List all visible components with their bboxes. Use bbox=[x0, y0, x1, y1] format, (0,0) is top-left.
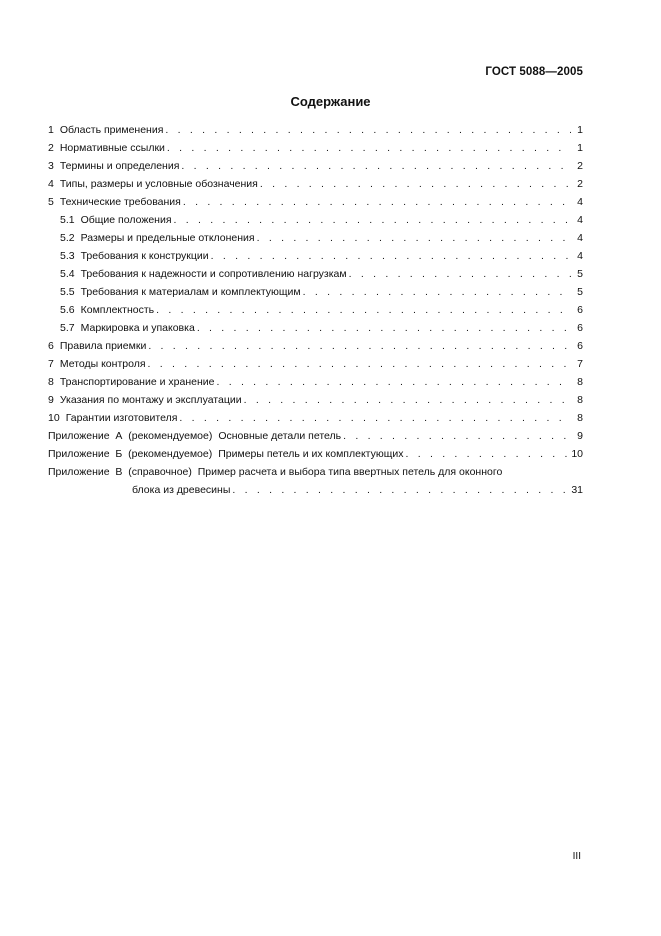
dot-leader bbox=[156, 301, 571, 319]
toc-entry-number: 2 bbox=[48, 142, 54, 154]
toc-entry-page: 2 bbox=[577, 178, 583, 190]
toc-entry-number: 6 bbox=[48, 340, 54, 352]
toc-entry[interactable] bbox=[48, 157, 583, 175]
toc-entry[interactable] bbox=[48, 427, 583, 445]
toc-entry-number: 7 bbox=[48, 358, 54, 370]
dot-leader bbox=[148, 355, 571, 373]
dot-leader bbox=[216, 373, 571, 391]
toc-entry-label: Требования к материалам и комплектующим bbox=[80, 286, 301, 298]
toc-entry-page: 9 bbox=[577, 430, 583, 442]
dot-leader bbox=[197, 319, 571, 337]
toc-entry[interactable] bbox=[48, 391, 583, 409]
toc-entry-label: Комплектность bbox=[80, 304, 155, 316]
page-number: III bbox=[572, 851, 581, 862]
dot-leader bbox=[165, 121, 571, 139]
toc-entry-number: 9 bbox=[48, 394, 54, 406]
toc-entry[interactable] bbox=[48, 337, 583, 355]
dot-leader bbox=[257, 229, 571, 247]
toc-entry-label: Нормативные ссылки bbox=[59, 142, 165, 154]
toc-entry-page: 8 bbox=[577, 376, 583, 388]
toc-entry[interactable] bbox=[48, 319, 583, 337]
toc-entry[interactable] bbox=[48, 247, 583, 265]
toc-entry[interactable] bbox=[48, 175, 583, 193]
toc-entry-page: 4 bbox=[577, 250, 583, 262]
toc-entry-label: Общие положения bbox=[80, 214, 172, 226]
dot-leader bbox=[167, 139, 571, 157]
toc-entry-number: 5 bbox=[48, 196, 54, 208]
toc-entry-page: 31 bbox=[571, 484, 583, 496]
toc-entry-page: 1 bbox=[577, 124, 583, 136]
toc-entry-label: Основные детали петель bbox=[218, 430, 342, 442]
toc-entry-page: 7 bbox=[577, 358, 583, 370]
dot-leader bbox=[179, 409, 571, 427]
toc-entry-page: 8 bbox=[577, 394, 583, 406]
toc-entry-page: 4 bbox=[577, 214, 583, 226]
toc-entry-page: 4 bbox=[577, 232, 583, 244]
toc-entry-page: 10 bbox=[571, 448, 583, 460]
toc-entry-appendix-v-continued[interactable] bbox=[48, 481, 583, 499]
toc-entry-page: 4 bbox=[577, 196, 583, 208]
toc-entry-label: Правила приемки bbox=[59, 340, 147, 352]
toc-entry-appendix-v[interactable] bbox=[48, 463, 583, 481]
toc-entry-number: Приложение А (рекомендуемое) bbox=[48, 430, 213, 442]
toc-entry[interactable] bbox=[48, 139, 583, 157]
toc-entry-number: 5.5 bbox=[60, 286, 75, 298]
toc-entry-number: 10 bbox=[48, 412, 60, 424]
toc-entry-number: 5.3 bbox=[60, 250, 75, 262]
dot-leader bbox=[303, 283, 571, 301]
toc-entry-label: Методы контроля bbox=[59, 358, 146, 370]
dot-leader bbox=[343, 427, 571, 445]
toc-entry-label: Типы, размеры и условные обозначения bbox=[59, 178, 258, 190]
toc-entry-label: Термины и определения bbox=[59, 160, 180, 172]
dot-leader bbox=[211, 247, 571, 265]
toc-entry-number: 5.6 bbox=[60, 304, 75, 316]
toc-entry-label: Область применения bbox=[59, 124, 164, 136]
toc-entry[interactable] bbox=[48, 193, 583, 211]
dot-leader bbox=[405, 445, 569, 463]
dot-leader bbox=[244, 391, 571, 409]
toc-entry-number: 5.7 bbox=[60, 322, 75, 334]
toc-entry-label: Гарантии изготовителя bbox=[65, 412, 178, 424]
toc-entry[interactable] bbox=[48, 409, 583, 427]
toc-entry[interactable] bbox=[48, 229, 583, 247]
toc-entry-label: Примеры петель и их комплектующих bbox=[218, 448, 404, 460]
toc-entry-label: Приложение В (справочное) Пример расчета и выбора типа ввертных петель для оконного bbox=[48, 466, 503, 478]
toc-entry-number: 5.2 bbox=[60, 232, 75, 244]
toc-entry-label: Размеры и предельные отклонения bbox=[80, 232, 255, 244]
dot-leader bbox=[183, 193, 571, 211]
toc-entry[interactable] bbox=[48, 283, 583, 301]
toc-entry-label: блока из древесины bbox=[132, 484, 231, 496]
toc-entry-label: Требования к конструкции bbox=[80, 250, 209, 262]
toc-entry-page: 8 bbox=[577, 412, 583, 424]
toc-entry-label: Указания по монтажу и эксплуатации bbox=[59, 394, 242, 406]
toc-entry-page: 5 bbox=[577, 268, 583, 280]
toc-entry[interactable] bbox=[48, 355, 583, 373]
toc-entry-page: 5 bbox=[577, 286, 583, 298]
table-of-contents bbox=[48, 121, 583, 499]
dot-leader bbox=[148, 337, 571, 355]
toc-entry[interactable] bbox=[48, 211, 583, 229]
dot-leader bbox=[232, 481, 569, 499]
toc-entry[interactable] bbox=[48, 265, 583, 283]
dot-leader bbox=[174, 211, 571, 229]
toc-entry-number: 3 bbox=[48, 160, 54, 172]
toc-entry-page: 6 bbox=[577, 304, 583, 316]
toc-entry-page: 1 bbox=[577, 142, 583, 154]
toc-entry-label: Технические требования bbox=[59, 196, 181, 208]
toc-entry-page: 6 bbox=[577, 340, 583, 352]
toc-entry[interactable] bbox=[48, 445, 583, 463]
dot-leader bbox=[260, 175, 571, 193]
toc-title: Содержание bbox=[290, 94, 371, 109]
toc-entry-number: 5.4 bbox=[60, 268, 75, 280]
toc-entry-number: 1 bbox=[48, 124, 54, 136]
toc-entry[interactable] bbox=[48, 121, 583, 139]
toc-entry-label: Транспортирование и хранение bbox=[59, 376, 215, 388]
toc-entry-number: 8 bbox=[48, 376, 54, 388]
toc-entry[interactable] bbox=[48, 301, 583, 319]
toc-entry-label: Маркировка и упаковка bbox=[80, 322, 195, 334]
toc-entry[interactable] bbox=[48, 373, 583, 391]
toc-entry-page: 6 bbox=[577, 322, 583, 334]
toc-entry-number: 4 bbox=[48, 178, 54, 190]
toc-entry-number: Приложение Б (рекомендуемое) bbox=[48, 448, 213, 460]
document-code: ГОСТ 5088—2005 bbox=[485, 66, 583, 78]
dot-leader bbox=[181, 157, 571, 175]
toc-entry-page: 2 bbox=[577, 160, 583, 172]
toc-entry-label: Требования к надежности и сопротивлению нагрузкам bbox=[80, 268, 347, 280]
toc-entry-number: 5.1 bbox=[60, 214, 75, 226]
dot-leader bbox=[349, 265, 571, 283]
